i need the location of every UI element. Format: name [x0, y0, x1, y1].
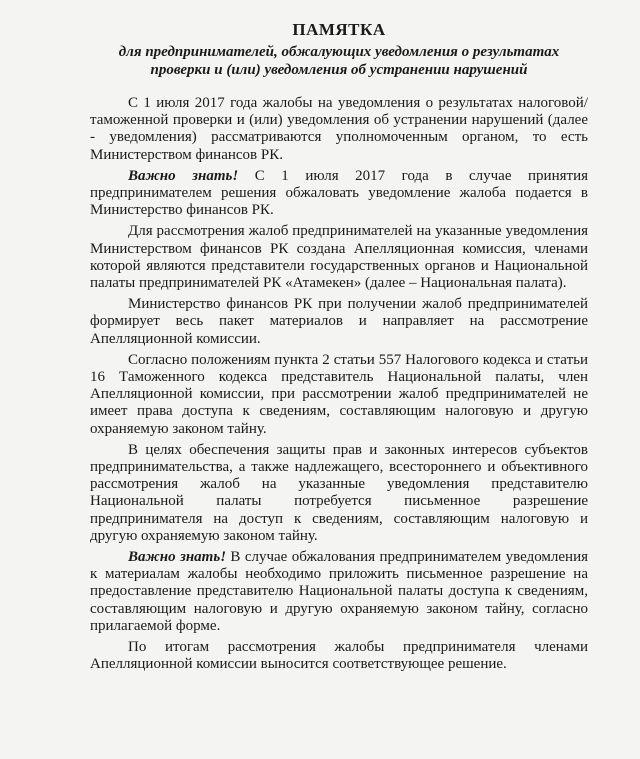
important-label: Важно знать!	[128, 167, 239, 184]
paragraph-1: С 1 июля 2017 года жалобы на уведомления о результатах налоговой/таможенной проверки и (или) уведомления об устранении нарушений (далее - уведомления) рассматриваются уполномоченным органом, то есть Министерством финансов РК.	[90, 95, 588, 163]
paragraph-3: Для рассмотрения жалоб предпринимателей на указанные уведомления Министерством финансов РК создана Апелляционная комиссия, членами которой являются представители государственных органов и Национальной палаты предпринимателей РК «Атамекен» (далее – Национальная палата).	[90, 223, 588, 292]
paragraph-2-text: С 1 июля 2017 года в случае принятия предпринимателем решения обжаловать уведомление жалоба подается в Министерство финансов РК.	[90, 167, 588, 219]
paragraph-7-text: В случае обжалования предпринимателем уведомления к материалам жалобы необходимо приложить письменное разрешение на предоставление представителю Национальной палаты доступа к сведениям, составляющим налоговую и другую охраняемую законом тайну, согласно прилагаемой форме.	[90, 549, 589, 634]
document-title: ПАМЯТКА	[292, 20, 386, 39]
paragraph-8: По итогам рассмотрения жалобы предпринимателя членами Апелляционной комиссии выносится соответствующее решение.	[90, 639, 588, 673]
paragraph-5: Согласно положениям пункта 2 статьи 557 Налогового кодекса и статьи 16 Таможенного кодекса представитель Национальной палаты, член Апелляционной комиссии, при рассмотрении жалоб предпринимателей не имеет права доступа к сведениям, составляющим налоговую и другую охраняемую законом тайну.	[90, 351, 588, 437]
document-subtitle	[90, 43, 588, 79]
paragraph-6: В целях обеспечения защиты прав и законных интересов субъектов предпринимательства, а также надлежащего, всестороннего и объективного рассмотрения жалоб на указанные уведомления представителю Национальной палаты потребуется письменное разрешение предпринимателя на доступ к сведениям, составляющим налоговую и другую охраняемую законом тайну.	[90, 441, 588, 544]
subtitle-line-1: для предпринимателей, обжалующих уведомления о результатах	[118, 44, 560, 60]
subtitle-line-2: проверки и (или) уведомления об устранении нарушений	[150, 62, 528, 78]
paragraph-7	[90, 549, 588, 635]
important-label: Важно знать!	[128, 549, 227, 566]
paragraph-4: Министерство финансов РК при получении жалоб предпринимателей формирует весь пакет материалов и направляет на рассмотрение Апелляционной комиссии.	[90, 296, 588, 347]
paragraph-2	[90, 168, 588, 220]
